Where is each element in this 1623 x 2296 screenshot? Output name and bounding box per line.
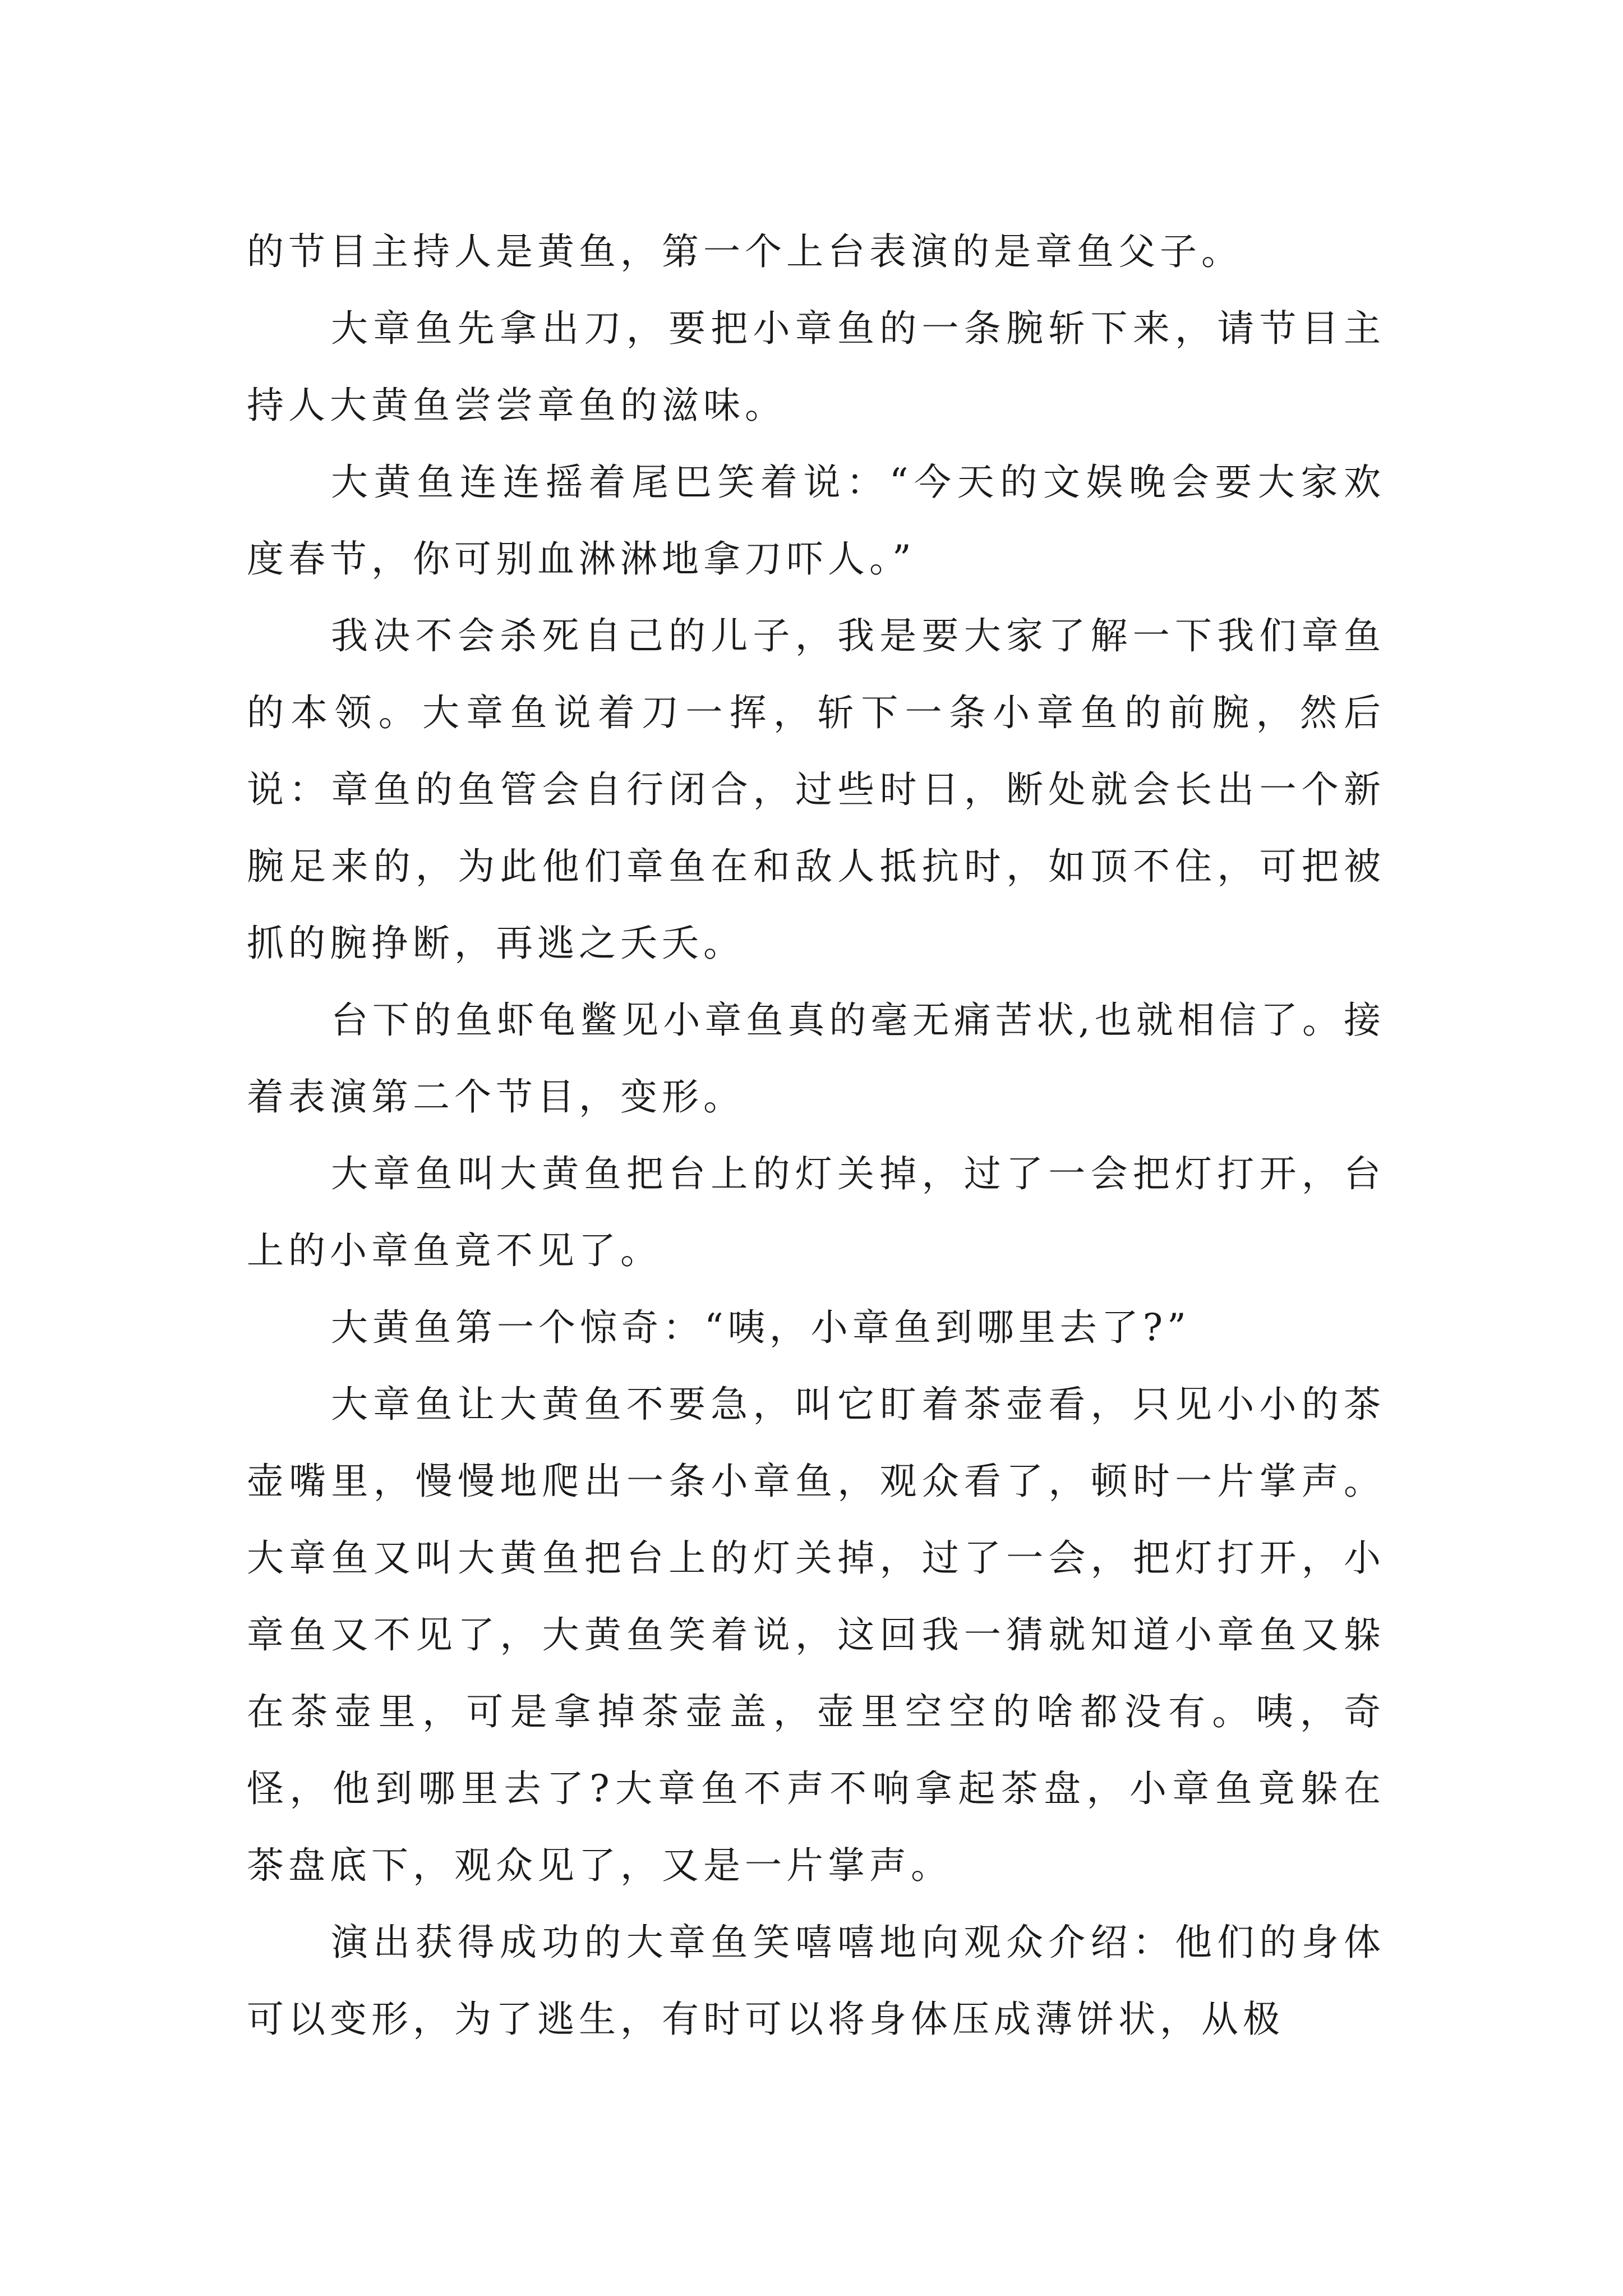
paragraph: 演出获得成功的大章鱼笑嘻嘻地向观众介绍：他们的身体可以变形，为了逃生，有时可以将身体压成薄饼状，从极 — [247, 1921, 1385, 2041]
paragraph: 大章鱼让大黄鱼不要急，叫它盯着茶壶看，只见小小的茶壶嘴里，慢慢地爬出一条小章鱼，观众看了，顿时一片掌声。大章鱼又叫大黄鱼把台上的灯关掉，过了一会，把灯打开，小章鱼又不见了，大黄鱼笑着说，这回我一猜就知道小章鱼又躲在茶壶里，可是拿掉茶壶盖，壶里空空的啥都没有。咦，奇怪，他到哪里去了?大章鱼不声不响拿起茶盘，小章鱼竟躲在茶盘底下，观众见了，又是一片掌声。 — [247, 1383, 1385, 1887]
paragraph: 大章鱼先拿出刀，要把小章鱼的一条腕斩下来，请节目主持人大黄鱼尝尝章鱼的滋味。 — [247, 307, 1385, 427]
body-text — [247, 213, 1385, 2058]
paragraph: 我决不会杀死自己的儿子，我是要大家了解一下我们章鱼的本领。大章鱼说着刀一挥，斩下一条小章鱼的前腕，然后说：章鱼的鱼管会自行闭合，过些时日，断处就会长出一个新腕足来的，为此他们章鱼在和敌人抵抗时，如顶不住，可把被抓的腕挣断，再逃之夭夭。 — [247, 614, 1385, 965]
paragraph: 大黄鱼第一个惊奇：“咦，小章鱼到哪里去了?” — [331, 1306, 1191, 1349]
paragraph: 大黄鱼连连摇着尾巴笑着说：“今天的文娱晚会要大家欢度春节，你可别血淋淋地拿刀吓人。” — [247, 461, 1385, 581]
paragraph: 大章鱼叫大黄鱼把台上的灯关掉，过了一会把灯打开，台上的小章鱼竟不见了。 — [247, 1152, 1385, 1272]
paragraph: 台下的鱼虾龟鳖见小章鱼真的毫无痛苦状,也就相信了。接着表演第二个节目，变形。 — [247, 999, 1385, 1119]
paragraph-continued: 的节目主持人是黄鱼，第一个上台表演的是章鱼父子。 — [247, 230, 1243, 273]
